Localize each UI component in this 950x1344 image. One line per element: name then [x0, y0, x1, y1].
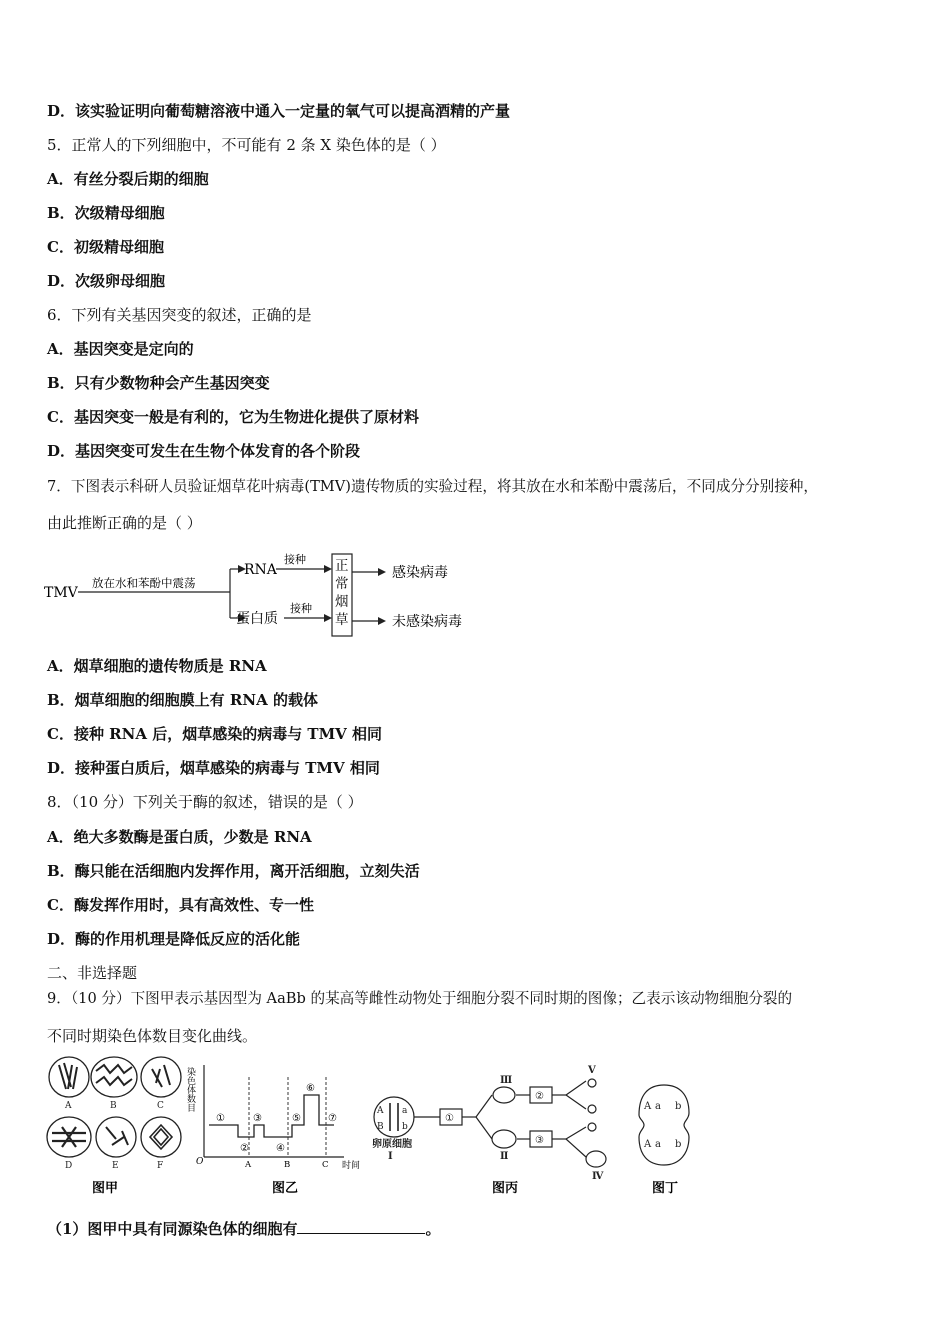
svg-text:A: A	[644, 1139, 652, 1150]
answer-blank[interactable]	[297, 1219, 425, 1234]
cell-iv	[586, 1151, 606, 1167]
svg-text:Ⅱ: Ⅱ	[500, 1151, 509, 1162]
caption-jia: 图甲	[92, 1181, 119, 1196]
q8-option-d: D．酶的作用机理是降低反应的活化能	[47, 930, 301, 948]
svg-text:②: ②	[535, 1091, 544, 1102]
svg-text:Ⅴ: Ⅴ	[588, 1065, 596, 1076]
yi-xlabel: 时间	[342, 1161, 361, 1171]
svg-text:A: A	[245, 1160, 252, 1170]
svg-text:②: ②	[240, 1143, 249, 1154]
svg-text:D: D	[65, 1161, 73, 1171]
figure-bing	[374, 1079, 606, 1167]
q9-sub1: （1）图甲中具有同源染色体的细胞有 。	[47, 1220, 441, 1238]
tmv-label: TMV	[44, 585, 78, 601]
figure-bing-labels	[372, 1065, 604, 1182]
arrowhead-inoculate-1	[324, 565, 332, 573]
cell-c	[141, 1057, 181, 1097]
cell-b	[91, 1057, 137, 1097]
svg-text:a: a	[402, 1106, 408, 1116]
q8-option-b: B．酶只能在活细胞内发挥作用，离开活细胞，立刻失活	[47, 862, 420, 880]
q7-option-d: D．接种蛋白质后，烟草感染的病毒与 TMV 相同	[47, 759, 380, 777]
svg-text:B: B	[284, 1160, 291, 1170]
protein-label: 蛋白质	[236, 611, 278, 627]
svg-text:③: ③	[253, 1113, 262, 1124]
arrowhead-inoculate-2	[324, 614, 332, 622]
q7-stem-line1: 7．下图表示科研人员验证烟草花叶病毒(TMV)遗传物质的实验过程，将其放在水和苯酚中震荡后，不同成分分别接种，	[47, 478, 818, 495]
section-heading: 二、非选择题	[47, 964, 138, 982]
q9-stem-line2: 不同时期染色体数目变化曲线。	[47, 1027, 258, 1045]
svg-text:④: ④	[276, 1143, 285, 1154]
svg-text:C: C	[322, 1160, 329, 1170]
caption-bing: 图丙	[492, 1181, 519, 1196]
figure-ding-labels	[643, 1101, 681, 1150]
figure-ding	[639, 1085, 689, 1165]
inoculate-label-1: 接种	[284, 553, 306, 566]
process-label: 放在水和苯酚中震荡	[92, 576, 196, 590]
q5-option-a: A．有丝分裂后期的细胞	[47, 170, 209, 188]
svg-text:Ⅲ: Ⅲ	[500, 1075, 513, 1086]
cell-ii	[492, 1130, 516, 1148]
svg-text:b: b	[675, 1139, 682, 1150]
svg-text:C: C	[157, 1101, 164, 1111]
q7-option-c: C．接种 RNA 后，烟草感染的病毒与 TMV 相同	[47, 725, 383, 743]
svg-text:⑤: ⑤	[292, 1113, 301, 1124]
q7-stem-line2: 由此推断正确的是（ ）	[47, 514, 202, 532]
svg-text:Ⅳ: Ⅳ	[592, 1171, 604, 1182]
figure-yi	[185, 1065, 360, 1171]
svg-text:b: b	[402, 1122, 408, 1132]
svg-text:a: a	[655, 1139, 661, 1150]
svg-text:a: a	[655, 1101, 661, 1112]
dividing-cell	[639, 1085, 689, 1165]
q8-option-c: C．酶发挥作用时，具有高效性、专一性	[47, 896, 314, 914]
q7-option-a: A．烟草细胞的遗传物质是 RNA	[47, 657, 267, 675]
svg-text:常: 常	[335, 576, 349, 592]
svg-text:Ⅰ: Ⅰ	[388, 1151, 393, 1162]
q4-option-d: D．该实验证明向葡萄糖溶液中通入一定量的氧气可以提高酒精的产量	[47, 102, 511, 120]
q5-option-c: C．初级精母细胞	[47, 238, 164, 256]
yi-ylabel: 染色体数目	[185, 1067, 195, 1112]
svg-text:F: F	[157, 1161, 164, 1171]
yi-curve	[209, 1095, 334, 1137]
result-uninfected: 未感染病毒	[392, 614, 462, 630]
oogonium-label: 卵原细胞	[372, 1139, 412, 1150]
q6-option-c: C．基因突变一般是有利的，它为生物进化提供了原材料	[47, 408, 419, 426]
arrowhead-result-1	[378, 568, 386, 576]
svg-text:①: ①	[216, 1113, 225, 1124]
arrowhead-result-2	[378, 617, 386, 625]
tmv-experiment-diagram	[44, 548, 474, 640]
svg-text:A: A	[377, 1106, 384, 1116]
svg-text:⑦: ⑦	[328, 1113, 337, 1124]
svg-text:B: B	[110, 1101, 117, 1111]
q6-option-a: A．基因突变是定向的	[47, 340, 194, 358]
q6-option-d: D．基因突变可发生在生物个体发育的各个阶段	[47, 442, 361, 460]
q5-option-d: D．次级卵母细胞	[47, 272, 166, 290]
svg-text:b: b	[675, 1101, 682, 1112]
q8-stem: 8．（10 分）下列关于酶的叙述，错误的是（ ）	[47, 793, 363, 811]
svg-text:B: B	[377, 1122, 384, 1132]
caption-yi: 图乙	[272, 1181, 299, 1196]
svg-text:A: A	[65, 1101, 72, 1111]
q8-option-a: A．绝大多数酶是蛋白质，少数是 RNA	[47, 828, 312, 846]
rna-label: RNA	[244, 562, 277, 578]
svg-text:⑥: ⑥	[306, 1083, 315, 1094]
svg-text:③: ③	[535, 1135, 544, 1146]
q9-stem-line1: 9．（10 分）下图甲表示基因型为 AaBb 的某高等雌性动物处于细胞分裂不同时期的图像；乙表示该动物细胞分裂的	[47, 990, 793, 1007]
q6-option-b: B．只有少数物种会产生基因突变	[47, 374, 270, 392]
q7-option-b: B．烟草细胞的细胞膜上有 RNA 的载体	[47, 691, 318, 709]
cell-e	[96, 1117, 136, 1157]
inoculate-label-2: 接种	[290, 602, 312, 615]
cell-f	[141, 1117, 181, 1157]
result-infected: 感染病毒	[392, 565, 448, 581]
svg-text:正: 正	[335, 558, 349, 574]
q9-figures	[44, 1055, 704, 1200]
q5-stem: 5．正常人的下列细胞中，不可能有 2 条 X 染色体的是（ ）	[47, 136, 446, 154]
svg-text:A: A	[644, 1101, 652, 1112]
svg-text:O: O	[196, 1157, 204, 1167]
svg-text:烟: 烟	[335, 594, 349, 610]
svg-text:E: E	[112, 1161, 119, 1171]
q5-option-b: B．次级精母细胞	[47, 204, 165, 222]
q6-stem: 6．下列有关基因突变的叙述，正确的是	[47, 306, 312, 324]
svg-text:①: ①	[445, 1113, 454, 1124]
svg-text:草: 草	[335, 612, 349, 628]
caption-ding: 图丁	[652, 1181, 679, 1196]
cell-iii	[493, 1087, 515, 1103]
